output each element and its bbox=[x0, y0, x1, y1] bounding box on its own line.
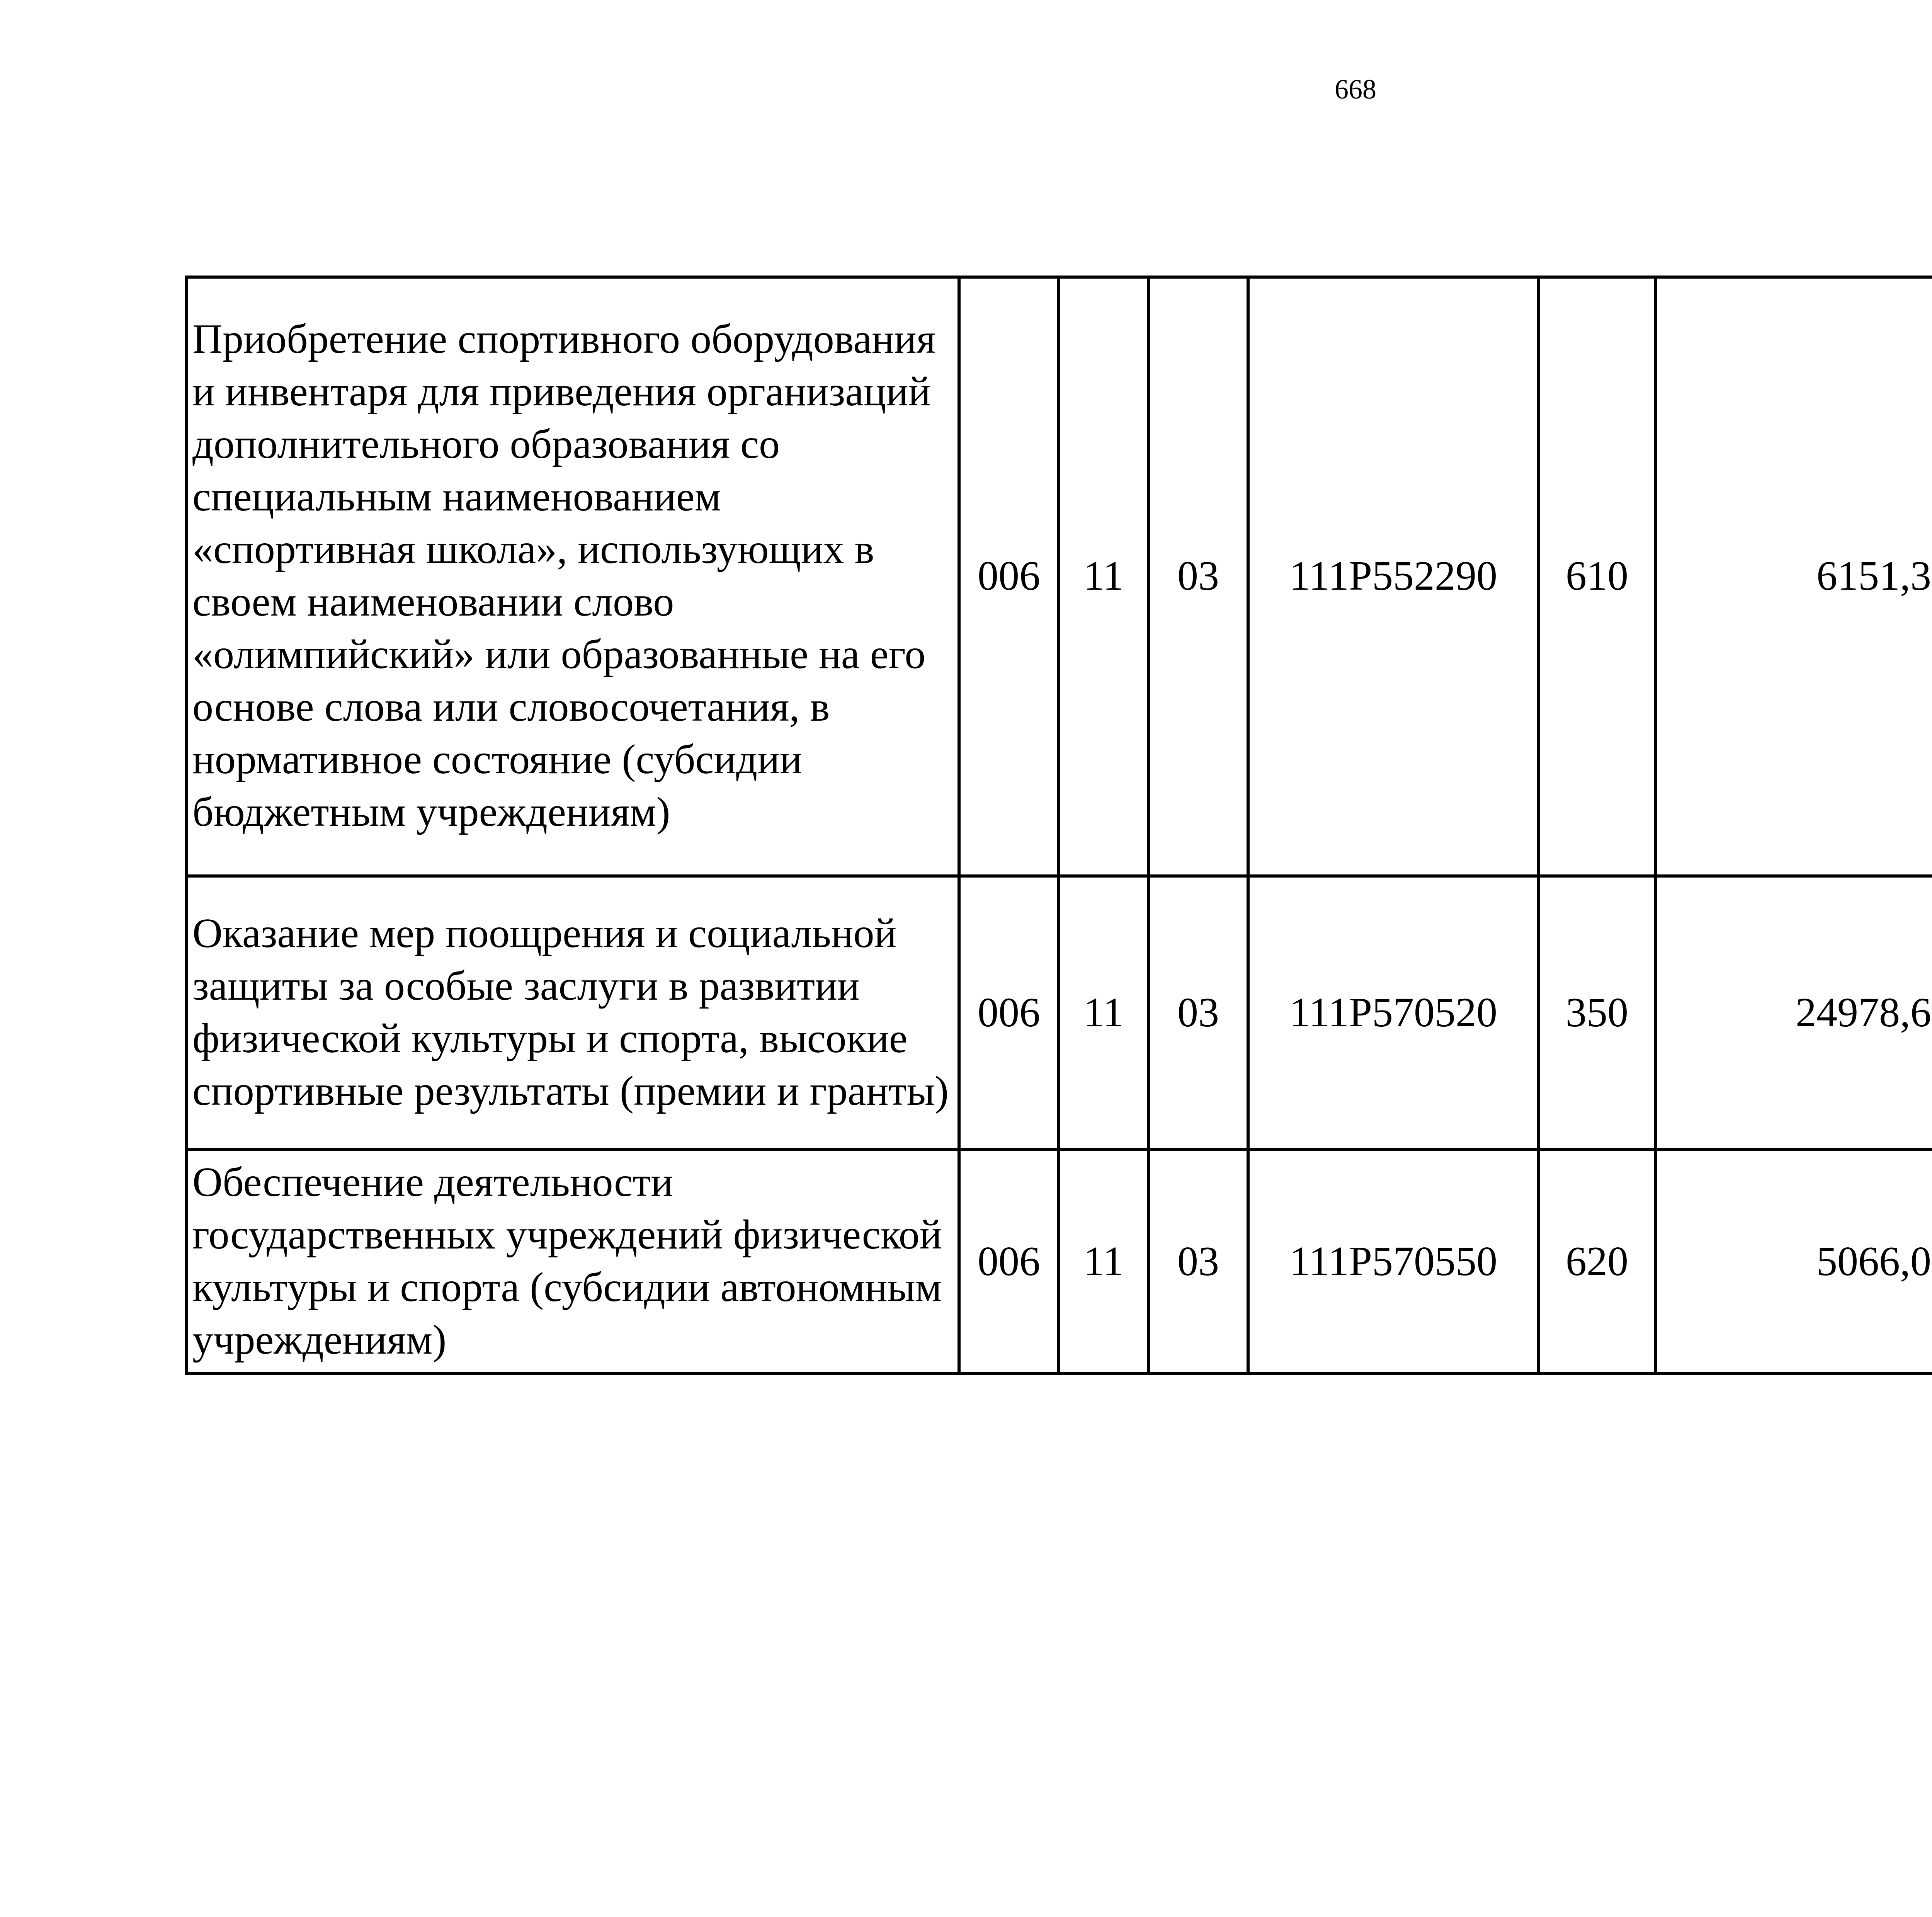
target-article-code: 111P552290 bbox=[1248, 277, 1539, 876]
budget-table bbox=[185, 276, 1932, 1375]
sum-1: 5066,0 bbox=[1655, 1150, 1932, 1374]
expense-type-code: 620 bbox=[1539, 1150, 1655, 1374]
expense-type-code: 610 bbox=[1539, 277, 1655, 876]
page-number: 668 bbox=[1335, 74, 1376, 105]
row-description: Приобретение спортивного оборудования и инвентаря для приведения организаций дополнительного образования со специальным наименованием «спортивная школа», использующих в своем наименовании слово «олимпийский» или образованные на его основе слова или словосочетания, в нормативное состояние (субсидии бюджетным учреждениям) bbox=[186, 277, 959, 876]
section-code: 11 bbox=[1059, 1150, 1148, 1374]
sum-1: 24978,6 bbox=[1655, 876, 1932, 1150]
target-article-code: 111P570550 bbox=[1248, 1150, 1539, 1374]
subsection-code: 03 bbox=[1148, 876, 1248, 1150]
row-description: Обеспечение деятельности государственных учреждений физической культуры и спорта (субсидии автономным учреждениям) bbox=[186, 1150, 959, 1374]
section-code: 11 bbox=[1059, 277, 1148, 876]
row-description: Оказание мер поощрения и социальной защиты за особые заслуги в развитии физической культуры и спорта, высокие спортивные результаты (премии и гранты) bbox=[186, 876, 959, 1150]
ministry-code: 006 bbox=[959, 277, 1059, 876]
expense-type-code: 350 bbox=[1539, 876, 1655, 1150]
section-code: 11 bbox=[1059, 876, 1148, 1150]
ministry-code: 006 bbox=[959, 876, 1059, 1150]
subsection-code: 03 bbox=[1148, 1150, 1248, 1374]
ministry-code: 006 bbox=[959, 1150, 1059, 1374]
target-article-code: 111P570520 bbox=[1248, 876, 1539, 1150]
table-row bbox=[186, 277, 1932, 876]
sum-1: 6151,3 bbox=[1655, 277, 1932, 876]
subsection-code: 03 bbox=[1148, 277, 1248, 876]
table-row bbox=[186, 876, 1932, 1150]
table-row bbox=[186, 1150, 1932, 1374]
